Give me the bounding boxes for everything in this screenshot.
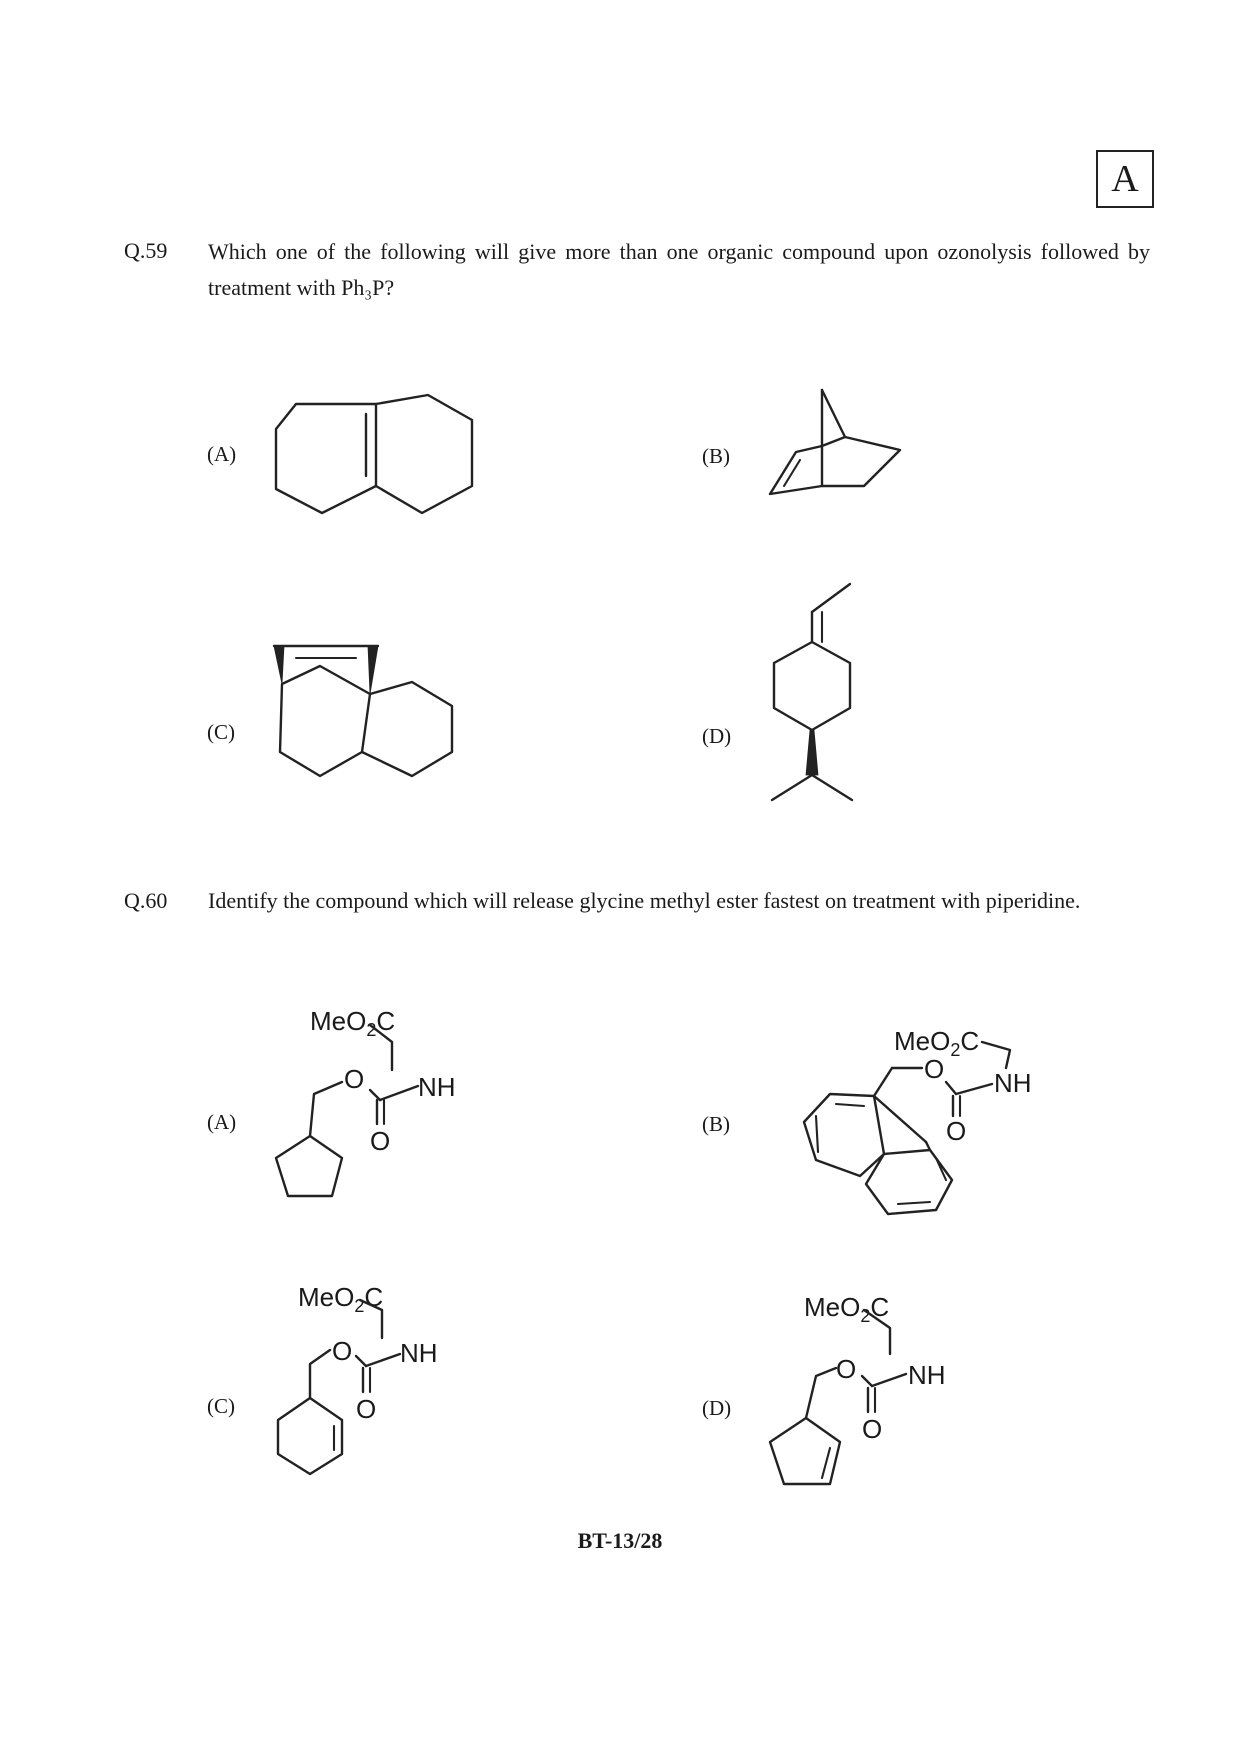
q60-structure-c [270, 1268, 470, 1498]
q59-option-a-label: (A) [207, 442, 237, 466]
q60-option-c-label: (C) [207, 1394, 235, 1418]
q60-option-a-label: (A) [207, 1110, 237, 1134]
q60-option-b-label: (B) [702, 1112, 730, 1136]
oxygen-label: O [836, 1354, 857, 1384]
page-footer-code: BT-13/28 [577, 1528, 663, 1553]
q60-structure-b [760, 1020, 1032, 1220]
q60-option-d-label: (D) [702, 1396, 732, 1420]
oxygen-label: O [332, 1336, 353, 1366]
oxygen-label: O [946, 1116, 967, 1146]
q60-text: Identify the compound which will release glycine methyl ester fastest on treatment with piperidine. [208, 888, 1081, 913]
q59-number: Q.59 [124, 238, 168, 263]
ester-label: MeO$_2$C [804, 1292, 890, 1326]
q60-structure-a [270, 1000, 470, 1210]
oxygen-label: O [370, 1126, 391, 1156]
nh-label: NH [908, 1360, 946, 1390]
q60-number: Q.60 [124, 888, 168, 913]
paper-code-badge: A [1096, 150, 1154, 208]
q59-structure-a [270, 390, 480, 520]
q59-option-b-label: (B) [702, 444, 730, 468]
q59-option-c-label: (C) [207, 720, 235, 744]
q59-structure-c [270, 632, 470, 792]
nh-label: NH [400, 1338, 438, 1368]
oxygen-label: O [356, 1394, 377, 1424]
ester-label: MeO$_2$C [310, 1006, 396, 1040]
oxygen-label: O [344, 1064, 365, 1094]
oxygen-label: O [862, 1414, 883, 1444]
q60-structure-d [760, 1280, 960, 1520]
q59-option-d-label: (D) [702, 724, 732, 748]
oxygen-label: O [924, 1054, 945, 1084]
nh-label: NH [418, 1072, 456, 1102]
ester-label: MeO$_2$C [298, 1282, 384, 1316]
ester-label: MeO$_2$C [894, 1026, 980, 1060]
q59-structure-d [760, 568, 890, 808]
q59-text: Which one of the following will give more than one organic compound upon ozonolysis followed by treatment with Ph₃P? [208, 239, 1150, 300]
nh-label: NH [994, 1068, 1032, 1098]
q59-structure-b [760, 382, 910, 502]
